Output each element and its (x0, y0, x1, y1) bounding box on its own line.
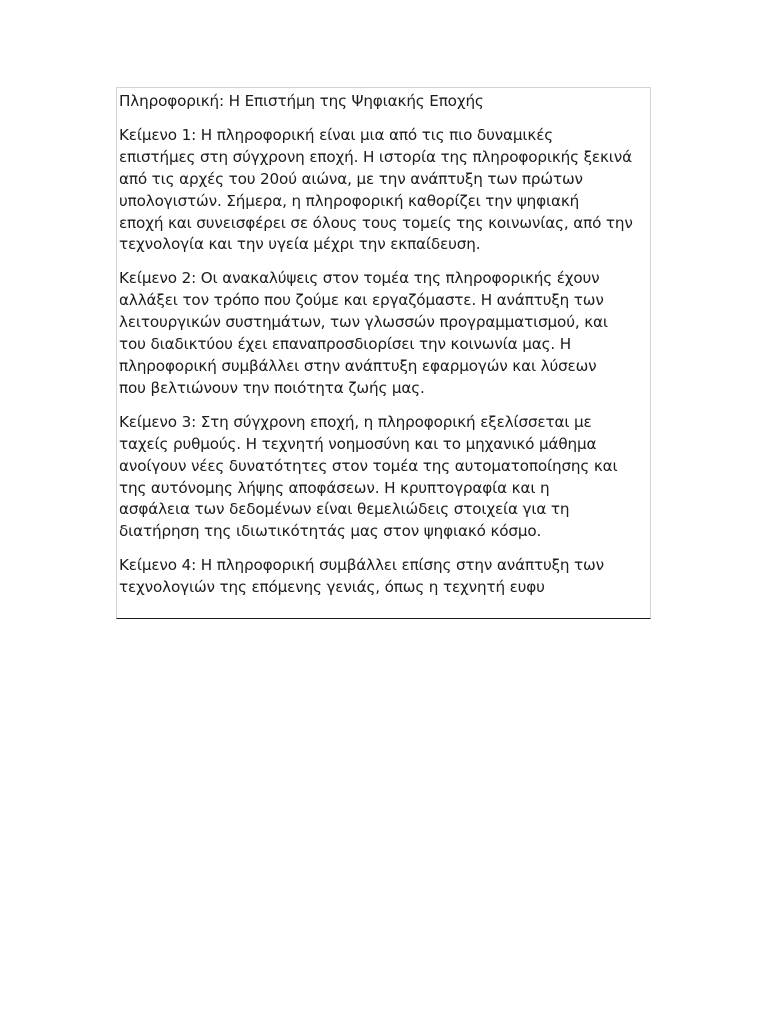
text-frame (116, 87, 651, 619)
paragraph-3: Κείμενο 3: Στη σύγχρονη εποχή, η πληροφορική εξελίσσεται με ταχείς ρυθμούς. Η τεχνητή νοημοσύνη και το μηχανικό μάθημα ανοίγουν νέες δυνατότητες στον τομέα της αυτοματοποίησης και της αυτόνομης λήψης αποφάσεων. Η κρυπτογραφία και η ασφάλεια των δεδομένων είναι θεμελιώδεις στοιχεία για τη διατήρηση της ιδιωτικότητάς μας στον ψηφιακό κόσμο. (119, 412, 618, 541)
paragraph-4: Κείμενο 4: Η πληροφορική συμβάλλει επίσης στην ανάπτυξη των τεχνολογιών της επόμενης γενιάς, όπως η τεχνητή ευφυ (119, 556, 604, 597)
document-title: Πληροφορική: Η Επιστήμη της Ψηφιακής Εποχής (119, 92, 484, 110)
paragraph-1: Κείμενο 1: Η πληροφορική είναι μια από τις πιο δυναμικές επιστήμες στη σύγχρονη εποχή. Η ιστορία της πληροφορικής ξεκινά από τις αρχές του 20ού αιώνα, με την ανάπτυξη των πρώτων υπολογιστών. Σήμερα, η πληροφορική καθορίζει την ψηφιακή εποχή και συνεισφέρει σε όλους τους τομείς της κοινωνίας, από την τεχνολογία και την υγεία μέχρι την εκπαίδευση. (119, 125, 633, 254)
paragraph-2: Κείμενο 2: Οι ανακαλύψεις στον τομέα της πληροφορικής έχουν αλλάξει τον τρόπο που ζούμε και εργαζόμαστε. Η ανάπτυξη των λειτουργικών συστημάτων, των γλωσσών προγραμματισμού, και του διαδικτύου έχει επαναπροσδιορίσει την κοινωνία μας. Η πληροφορική συμβάλλει στην ανάπτυξη εφαρμογών και λύσεων που βελτιώνουν την ποιότητα ζωής μας. (119, 269, 608, 397)
